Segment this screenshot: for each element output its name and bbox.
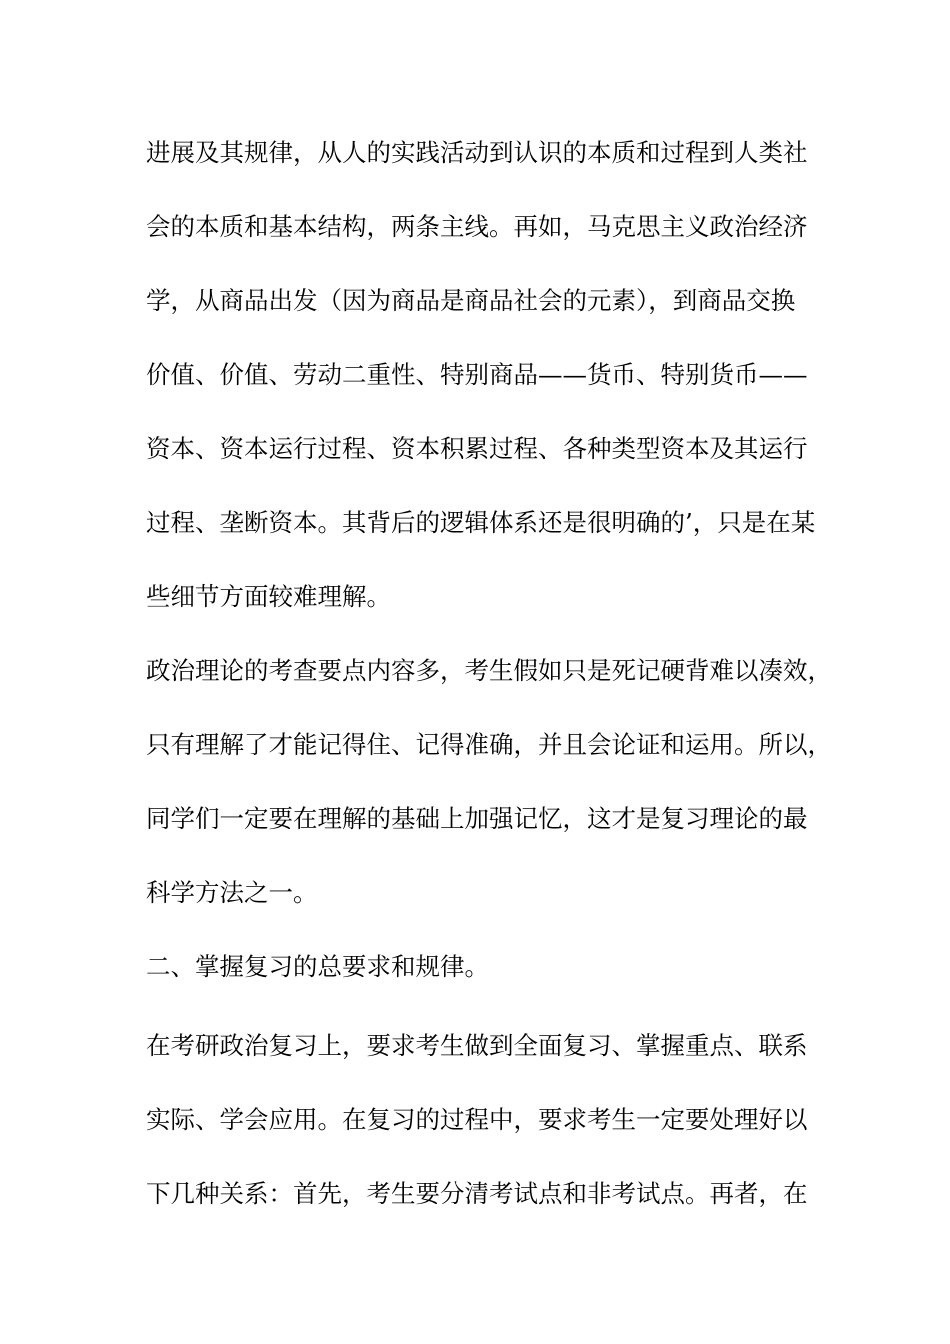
text-line: 过程、垄断资本。其背后的逻辑体系还是很明确的’，只是在某 [146,508,816,537]
text-line: 下几种关系：首先，考生要分清考试点和非考试点。再者，在 [146,1179,808,1208]
text-line: 只有理解了才能记得住、记得准确，并且会论证和运用。所以， [146,730,832,759]
text-line: 会的本质和基本结构，两条主线。再如，马克思主义政治经济 [146,212,808,241]
text-line: 在考研政治复习上，要求考生做到全面复习、掌握重点、联系 [146,1031,808,1060]
text-line: 政治理论的考查要点内容多，考生假如只是死记硬背难以凑效， [146,656,832,685]
text-line: 价值、价值、劳动二重性、特别商品——货币、特别货币—— [146,360,808,389]
text-line: 实际、学会应用。在复习的过程中，要求考生一定要处理好以 [146,1105,808,1134]
section-heading: 二、掌握复习的总要求和规律。 [146,952,489,981]
text-line: 进展及其规律，从人的实践活动到认识的本质和过程到人类社 [146,138,808,167]
text-line: 资本、资本运行过程、资本积累过程、各种类型资本及其运行 [146,434,808,463]
text-line: 学，从商品出发（因为商品是商品社会的元素），到商品交换 [146,286,796,315]
text-line: 同学们一定要在理解的基础上加强记忆，这才是复习理论的最 [146,804,808,833]
text-line: 科学方法之一。 [146,878,318,907]
text-line: 些细节方面较难理解。 [146,582,391,611]
